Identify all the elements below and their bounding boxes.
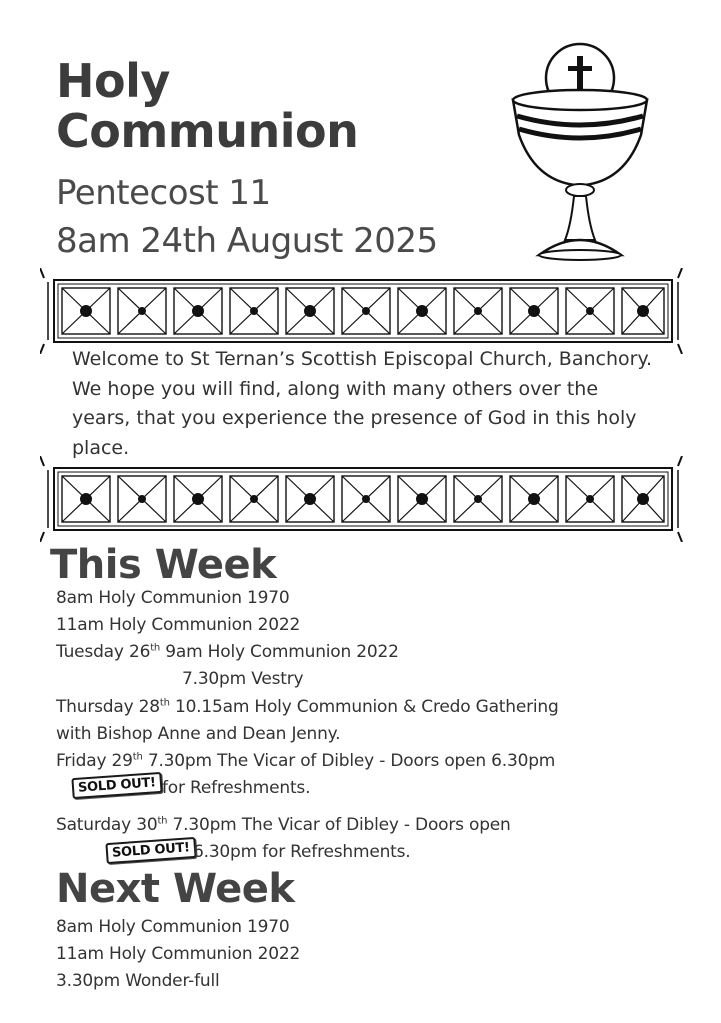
this-week-line-4: 7.30pm Vestry [182,669,304,689]
this-week-line-7: Friday 29th 7.30pm The Vicar of Dibley - Doors open 6.30pm [56,751,556,771]
this-week-line-3: Tuesday 26th 9am Holy Communion 2022 [56,642,399,662]
sold-out-stamp-friday: SOLD OUT! [71,772,162,799]
sold-out-stamp-saturday: SOLD OUT! [105,837,196,864]
decorative-border-bottom [40,456,686,542]
next-week-heading: Next Week [56,866,295,912]
next-week-line-3: 3.30pm Wonder-full [56,971,220,991]
this-week-line-5: Thursday 28th 10.15am Holy Communion & Credo Gathering [56,697,559,717]
this-week-line-6: with Bishop Anne and Dean Jenny. [56,724,341,744]
this-week-line-10: 6.30pm for Refreshments. [193,842,411,862]
this-week-line-1: 8am Holy Communion 1970 [56,588,290,608]
next-week-line-2: 11am Holy Communion 2022 [56,944,301,964]
welcome-message: Welcome to St Ternan’s Scottish Episcopal Church, Banchory. We hope you will find, along with many others over the years, that you experience the presence of God in this holy place. [72,348,653,459]
this-week-line-2: 11am Holy Communion 2022 [56,615,301,635]
this-week-heading: This Week [50,542,277,588]
this-week-line-8: for Refreshments. [162,778,311,798]
page-title [56,56,358,156]
title-line-2: Communion [56,104,359,158]
subtitle-occasion: Pentecost 11 [56,173,271,213]
chalice-icon [505,40,655,265]
this-week-line-9: Saturday 30th 7.30pm The Vicar of Dibley - Doors open [56,815,511,835]
title-line-1: Holy [56,54,170,108]
decorative-border-top [40,268,686,354]
subtitle-date: 8am 24th August 2025 [56,221,438,261]
next-week-line-1: 8am Holy Communion 1970 [56,917,290,937]
